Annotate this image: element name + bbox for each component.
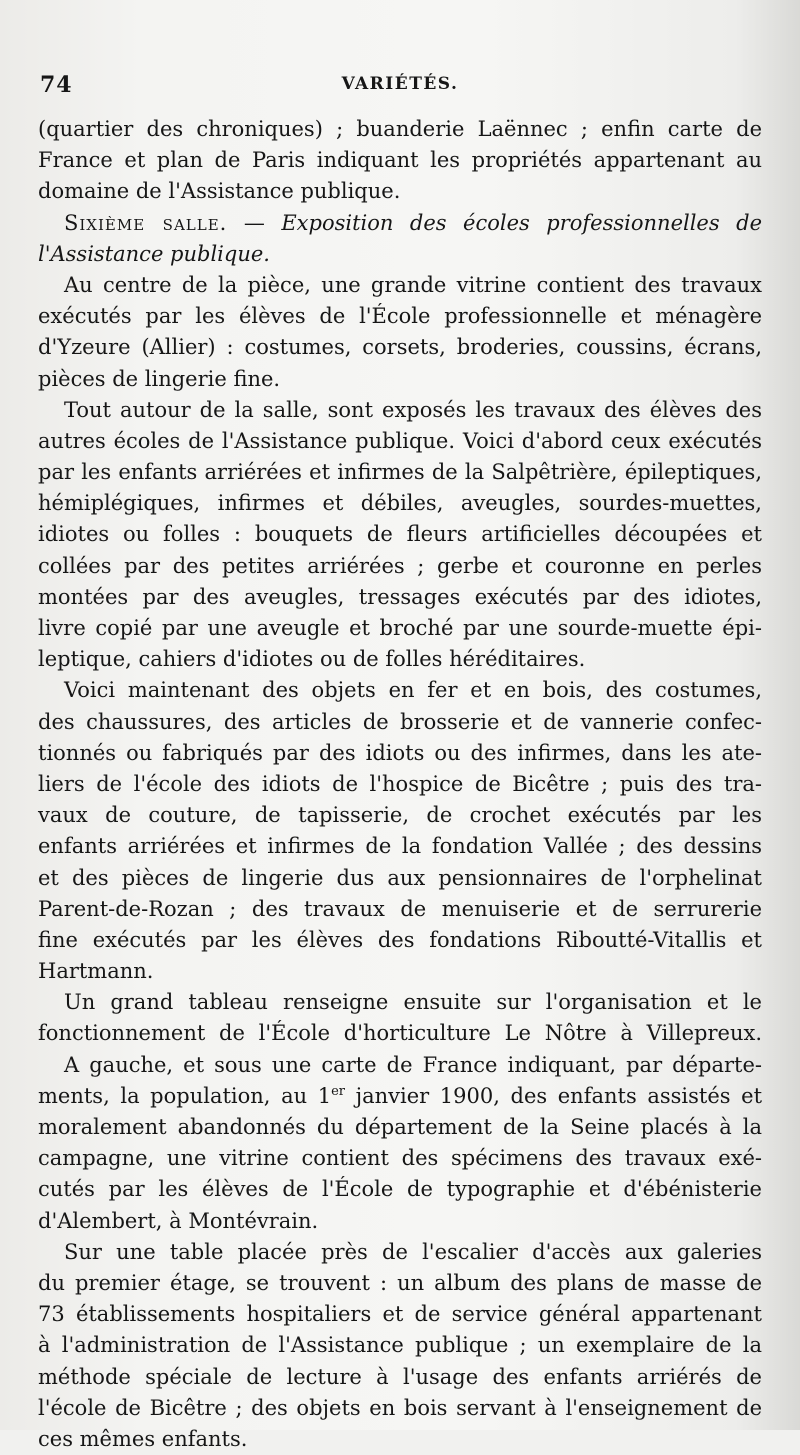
text-line: autres écoles de l'Assistance publique. Voici d'abord ceux exécutés <box>38 428 762 453</box>
text-line: A gauche, et sous une carte de France indiquant, par départe- <box>64 1052 762 1077</box>
text-line: méthode spéciale de lecture à l'usage des enfants arriérés de <box>38 1364 762 1389</box>
text-line-with-superscript <box>38 1081 762 1112</box>
text-line: tionnés ou fabriqués par des idiots ou des infirmes, dans les ate- <box>38 740 762 765</box>
text-line: fine exécutés par les élèves des fondations Riboutté-Vitallis et <box>38 927 762 952</box>
page-number: 74 <box>40 72 73 98</box>
text-line: Un grand tableau renseigne ensuite sur l'organisation et le <box>64 990 762 1015</box>
text-line: campagne, une vitrine contient des spécimens des travaux exé- <box>38 1146 762 1171</box>
text-line: Voici maintenant des objets en fer et en bois, des costumes, <box>64 678 762 703</box>
text-line: et des pièces de lingerie dus aux pensionnaires de l'orphelinat <box>38 865 762 890</box>
text-line: exécutés par les élèves de l'École professionnelle et ménagère <box>38 304 762 329</box>
text-line: moralement abandonnés du département de la Seine placés à la <box>38 1115 762 1139</box>
body-text <box>38 114 762 1455</box>
text-line: 73 établissements hospitaliers et de service général appartenant <box>38 1302 762 1327</box>
text-line: ces mêmes enfants. <box>38 1426 248 1451</box>
salle-label: Sixième salle. <box>64 210 228 235</box>
running-title: VARIÉTÉS. <box>341 74 459 94</box>
text-line: l'Assistance publique. <box>38 241 270 266</box>
em-dash: — <box>227 210 282 235</box>
text-line: montées par des aveugles, tressages exécutés par des idiotes, <box>38 584 762 609</box>
text-line: (quartier des chroniques) ; buanderie Laënnec ; enfin carte de <box>38 117 762 141</box>
text-line: fonctionnement de l'École d'horticulture Le Nôtre à Villepreux. <box>38 1021 762 1046</box>
text-line: Tout autour de la salle, sont exposés les travaux des élèves des <box>64 397 762 422</box>
text-line: d'Alembert, à Montévrain. <box>38 1208 319 1233</box>
text-line: France et plan de Paris indiquant les propriétés appartenant au <box>38 148 762 173</box>
text-line: hémiplégiques, infirmes et débiles, aveugles, sourdes-muettes, <box>38 491 762 516</box>
superscript: er <box>331 1083 345 1099</box>
text-line: domaine de l'Assistance publique. <box>38 179 401 204</box>
text-line: des chaussures, des articles de brosserie et de vannerie confec- <box>38 709 762 734</box>
section-heading <box>38 208 762 239</box>
text-line: Parent-de-Rozan ; des travaux de menuiserie et de serrurerie <box>38 896 762 921</box>
text-line: par les enfants arriérées et infirmes de la Salpêtrière, épileptiques, <box>38 460 762 485</box>
text-line: d'Yzeure (Allier) : costumes, corsets, broderies, coussins, écrans, <box>38 335 762 360</box>
text-line: vaux de couture, de tapisserie, de crochet exécutés par les <box>38 803 762 828</box>
text-segment: janvier 1900, des enfants assistés et <box>345 1083 763 1108</box>
text-line: enfants arriérées et infirmes de la fondation Vallée ; des dessins <box>38 834 762 859</box>
text-line: cutés par les élèves de l'École de typographie et d'ébénisterie <box>38 1177 762 1202</box>
exposition-title: Exposition des écoles professionnelles de <box>281 210 762 235</box>
text-line: collées par des petites arriérées ; gerbe et couronne en perles <box>38 553 762 578</box>
text-line: livre copié par une aveugle et broché par une sourde-muette épi- <box>38 616 762 640</box>
text-line: du premier étage, se trouvent : un album des plans de masse de <box>38 1270 762 1295</box>
text-line: Sur une table placée près de l'escalier d'accès aux galeries <box>64 1239 762 1264</box>
text-line: leptique, cahiers d'idiotes ou de folles héréditaires. <box>38 647 586 672</box>
page-header <box>40 72 760 106</box>
text-line: Au centre de la pièce, une grande vitrine contient des travaux <box>64 272 762 297</box>
text-segment: ments, la population, au 1 <box>38 1083 332 1108</box>
text-line: idiotes ou folles : bouquets de fleurs artificielles découpées et <box>38 522 762 547</box>
text-line: pièces de lingerie fine. <box>38 366 281 391</box>
text-line: à l'administration de l'Assistance publique ; un exemplaire de la <box>38 1333 762 1358</box>
text-line: liers de l'école des idiots de l'hospice de Bicêtre ; puis des tra- <box>38 771 762 796</box>
text-line: l'école de Bicêtre ; des objets en bois servant à l'enseignement de <box>38 1395 762 1420</box>
text-line: Hartmann. <box>38 959 154 984</box>
